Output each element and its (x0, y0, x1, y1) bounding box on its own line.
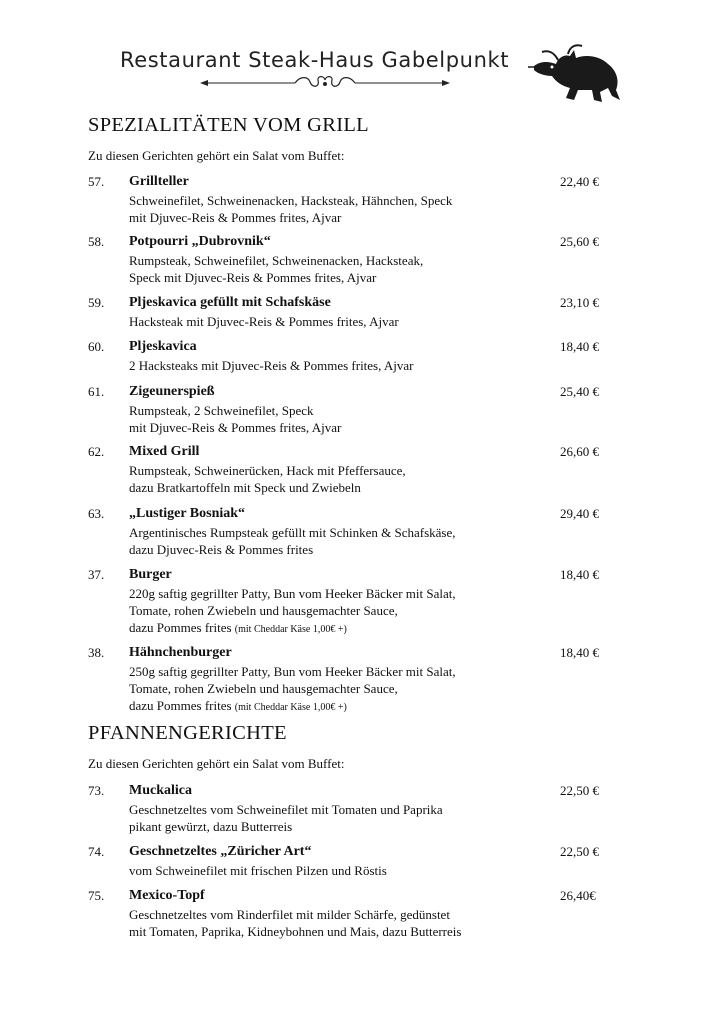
item-number: 60. (88, 339, 105, 354)
item-number: 61. (88, 384, 105, 399)
description-line: Speck mit Djuvec-Reis & Pommes frites, Ajvar (129, 270, 377, 285)
item-price: 22,40 € (560, 174, 599, 189)
section-note-grill: Zu diesen Gerichten gehört ein Salat vom Buffet: (88, 148, 345, 163)
description-line: Tomate, rohen Zwiebeln und hausgemachter Sauce, (129, 603, 398, 618)
item-description (129, 524, 456, 558)
description-line: Rumpsteak, Schweinefilet, Schweinenacken, Hacksteak, (129, 253, 424, 268)
description-line: Rumpsteak, Schweinerücken, Hack mit Pfeffersauce, (129, 463, 406, 478)
section-title-grill: SPEZIALITÄTEN VOM GRILL (88, 114, 369, 136)
cheddar-surcharge-note: (mit Cheddar Käse 1,00€ +) (234, 624, 347, 635)
description-line: pikant gewürzt, dazu Butterreis (129, 819, 293, 834)
item-number: 73. (88, 783, 105, 798)
item-number: 37. (88, 567, 105, 582)
item-name: Burger (129, 567, 172, 582)
description-line: Schweinefilet, Schweinenacken, Hacksteak, Hähnchen, Speck (129, 193, 453, 208)
item-description (129, 585, 456, 638)
item-name: Geschnetzeltes „Züricher Art“ (129, 844, 312, 859)
item-name: Pljeskavica (129, 339, 197, 354)
item-name: „Lustiger Bosniak“ (129, 506, 246, 521)
description-line: 250g saftig gegrillter Patty, Bun vom Heeker Bäcker mit Salat, (129, 664, 456, 679)
item-description (129, 357, 414, 374)
description-line: dazu Bratkartoffeln mit Speck und Zwiebeln (129, 480, 361, 495)
item-description (129, 313, 399, 330)
menu-header (0, 38, 724, 108)
description-line: mit Djuvec-Reis & Pommes frites, Ajvar (129, 210, 342, 225)
item-name: Mexico-Topf (129, 888, 205, 903)
item-description (129, 402, 341, 436)
item-price: 18,40 € (560, 645, 599, 660)
description-line: mit Tomaten, Paprika, Kidneybohnen und Mais, dazu Butterreis (129, 924, 462, 939)
description-line: Argentinisches Rumpsteak gefüllt mit Schinken & Schafskäse, (129, 525, 456, 540)
bull-logo-icon (528, 40, 624, 106)
item-number: 75. (88, 888, 105, 903)
item-price: 22,50 € (560, 844, 599, 859)
description-line: dazu Djuvec-Reis & Pommes frites (129, 542, 314, 557)
item-number: 38. (88, 645, 105, 660)
description-line: vom Schweinefilet mit frischen Pilzen und Röstis (129, 863, 387, 878)
item-description (129, 462, 406, 496)
description-line (129, 619, 456, 638)
item-name: Potpourri „Dubrovnik“ (129, 234, 271, 249)
item-number: 63. (88, 506, 105, 521)
item-description (129, 192, 452, 226)
item-description (129, 252, 423, 286)
section-note-pfanne: Zu diesen Gerichten gehört ein Salat vom Buffet: (88, 756, 345, 771)
item-price: 26,60 € (560, 444, 599, 459)
restaurant-name: Restaurant Steak-Haus Gabelpunkt (120, 48, 510, 72)
item-description (129, 862, 387, 879)
flourish-ornament-icon (200, 74, 450, 92)
item-price: 18,40 € (560, 339, 599, 354)
description-line (129, 697, 456, 716)
item-description (129, 906, 461, 940)
description-text: dazu Pommes frites (129, 620, 232, 635)
description-line: Tomate, rohen Zwiebeln und hausgemachter Sauce, (129, 681, 398, 696)
item-price: 23,10 € (560, 295, 599, 310)
item-name: Hähnchenburger (129, 645, 232, 660)
item-name: Grillteller (129, 174, 189, 189)
item-name: Muckalica (129, 783, 192, 798)
item-number: 59. (88, 295, 105, 310)
description-text: dazu Pommes frites (129, 698, 232, 713)
item-price: 18,40 € (560, 567, 599, 582)
description-line: 220g saftig gegrillter Patty, Bun vom Heeker Bäcker mit Salat, (129, 586, 456, 601)
item-name: Pljeskavica gefüllt mit Schafskäse (129, 295, 331, 310)
description-line: mit Djuvec-Reis & Pommes frites, Ajvar (129, 420, 342, 435)
cheddar-surcharge-note: (mit Cheddar Käse 1,00€ +) (234, 702, 347, 713)
item-number: 57. (88, 174, 105, 189)
section-title-pfanne: PFANNENGERICHTE (88, 722, 287, 744)
description-line: Hacksteak mit Djuvec-Reis & Pommes frites, Ajvar (129, 314, 399, 329)
item-name: Zigeunerspieß (129, 384, 215, 399)
item-price: 22,50 € (560, 783, 599, 798)
item-description (129, 663, 456, 716)
description-line: 2 Hacksteaks mit Djuvec-Reis & Pommes frites, Ajvar (129, 358, 414, 373)
item-price: 26,40€ (560, 888, 596, 903)
item-price: 25,60 € (560, 234, 599, 249)
item-name: Mixed Grill (129, 444, 200, 459)
item-number: 62. (88, 444, 105, 459)
item-number: 58. (88, 234, 105, 249)
item-price: 29,40 € (560, 506, 599, 521)
item-number: 74. (88, 844, 105, 859)
description-line: Geschnetzeltes vom Rinderfilet mit milder Schärfe, gedünstet (129, 907, 450, 922)
description-line: Rumpsteak, 2 Schweinefilet, Speck (129, 403, 314, 418)
item-price: 25,40 € (560, 384, 599, 399)
description-line: Geschnetzeltes vom Schweinefilet mit Tomaten und Paprika (129, 802, 443, 817)
item-description (129, 801, 443, 835)
